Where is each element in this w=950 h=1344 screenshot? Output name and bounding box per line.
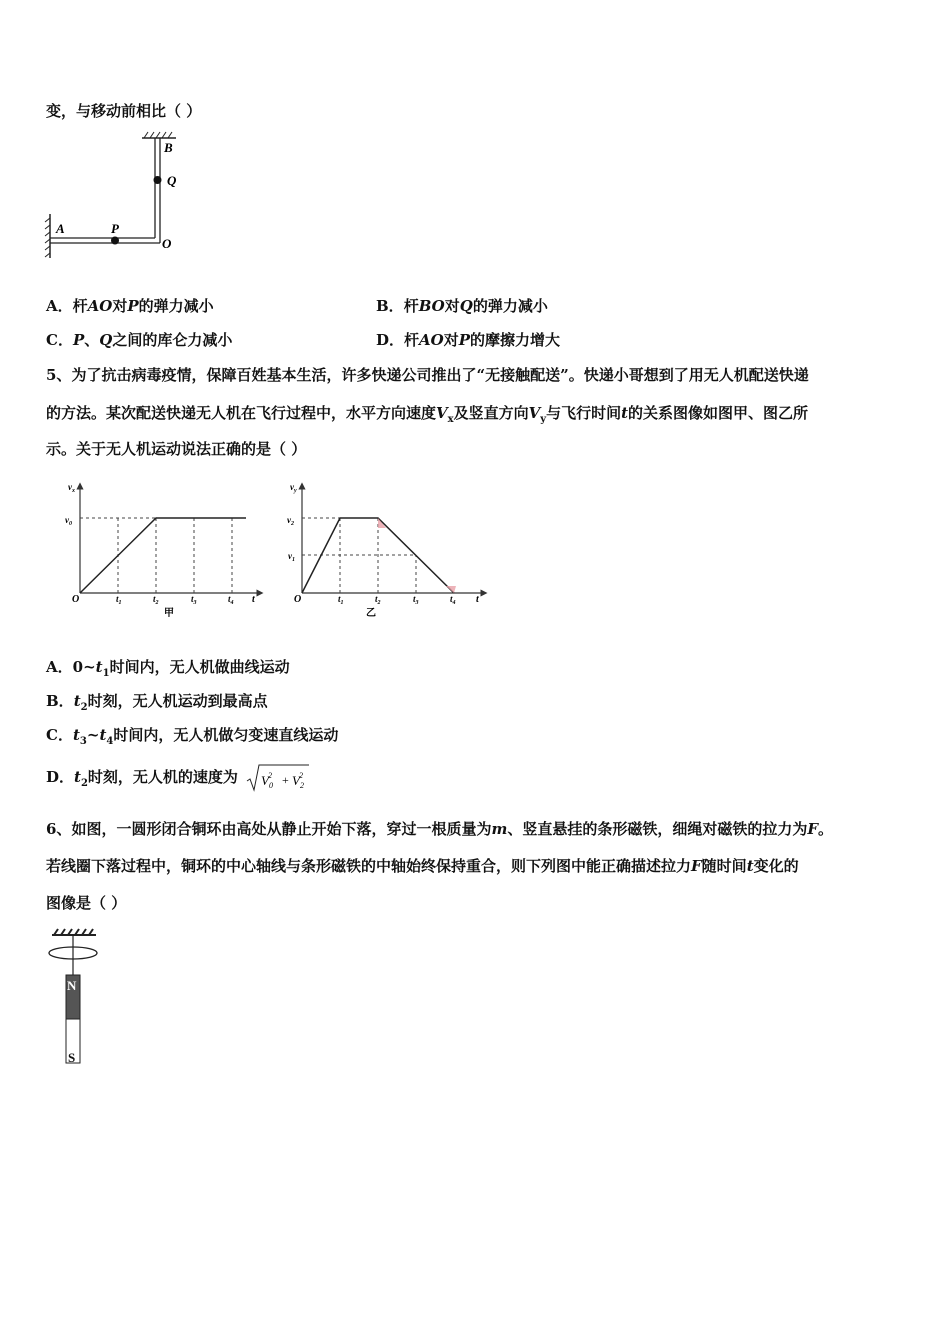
magnet-n-label: N xyxy=(67,978,77,993)
q4-stem-tail: 变，与移动前相比（ ） xyxy=(46,102,202,120)
yi-tick-t3: $t_3$ xyxy=(413,594,419,606)
jia-tick-t2: $t_2$ xyxy=(153,594,159,606)
jia-origin: O xyxy=(72,594,80,605)
svg-text:V02: $V_02$ xyxy=(261,771,274,790)
q5-stem-line2: 的方法。某次配送快递无人机在飞行过程中，水平方向速度$V_x$及竖直方向$V_y$与飞行时间t的关系图像如图甲、图乙所 xyxy=(46,404,809,425)
q6-magnet-figure xyxy=(44,925,104,1070)
q4-option-d[interactable]: D．杆AO对P的摩擦力增大 xyxy=(376,331,561,349)
q6-stem-line2: 若线圈下落过程中，铜环的中心轴线与条形磁铁的中轴始终保持重合，则下列图中能正确描述拉力F随时间t变化的 xyxy=(46,857,799,875)
yi-y-label: $v_y$ xyxy=(290,482,297,494)
jia-tick-t1: $t_1$ xyxy=(116,594,122,606)
yi-tick-t2: $t_2$ xyxy=(375,594,381,606)
charge-p xyxy=(111,237,119,245)
label-o: O xyxy=(162,236,172,251)
yi-x-label: t xyxy=(476,594,479,605)
yi-tick-t1: $t_1$ xyxy=(338,594,344,606)
q4-option-a[interactable]: A．杆AO对P的弹力减小 xyxy=(46,297,214,315)
svg-text:V22: $V_22$ xyxy=(292,771,305,790)
jia-caption: 甲 xyxy=(164,608,174,618)
svg-text:+: + xyxy=(282,773,289,787)
q4-rod-figure xyxy=(40,130,190,265)
yi-tick-t4: $t_4$ xyxy=(450,594,456,606)
label-p: P xyxy=(111,221,119,236)
jia-tick-t4: $t_4$ xyxy=(228,594,234,606)
q5-option-d[interactable]: D．$t_2$时刻，无人机的速度为 $V_02$ + $V_22$ xyxy=(46,763,311,793)
yi-v1-label: $v_1$ xyxy=(288,551,295,563)
jia-y-label: $v_x$ xyxy=(68,482,75,494)
q4-option-b[interactable]: B．杆BO对Q的弹力减小 xyxy=(376,297,548,315)
sqrt-formula xyxy=(245,763,311,793)
jia-v0-label: $v_0$ xyxy=(65,515,72,527)
label-b: B xyxy=(164,140,173,155)
q5-stem-line3: 示。关于无人机运动说法正确的是（ ） xyxy=(46,440,307,458)
yi-red-mark-2 xyxy=(446,586,456,593)
magnet-s-label: S xyxy=(68,1050,76,1065)
yi-origin: O xyxy=(294,594,302,605)
yi-v2-label: $v_2$ xyxy=(287,515,294,527)
q5-graph-jia xyxy=(60,478,270,618)
jia-tick-t3: $t_3$ xyxy=(191,594,197,606)
q5-graph-yi xyxy=(282,478,497,618)
jia-x-label: t xyxy=(252,594,255,605)
q4-option-c[interactable]: C．P、Q之间的库仑力减小 xyxy=(46,331,233,349)
q5-option-b[interactable]: B．$t_2$时刻，无人机运动到最高点 xyxy=(46,692,268,713)
q5-option-c[interactable]: C．$t_3\sim t_4$时间内，无人机做匀变速直线运动 xyxy=(46,726,339,747)
label-a: A xyxy=(56,221,65,236)
label-q: Q xyxy=(167,173,177,188)
charge-q xyxy=(154,176,162,184)
q5-stem-line1: 5、为了抗击病毒疫情，保障百姓基本生活，许多快递公司推出了“无接触配送”。快递小哥想到了用无人机配送快递 xyxy=(46,366,809,384)
jia-vx-curve xyxy=(80,518,246,593)
q5-option-a[interactable]: A．$0\sim t_1$时间内，无人机做曲线运动 xyxy=(46,658,290,679)
q6-stem-line1: 6、如图，一圆形闭合铜环由高处从静止开始下落，穿过一根质量为m、竖直悬挂的条形磁铁，细绳对磁铁的拉力为F。 xyxy=(46,820,834,838)
yi-caption: 乙 xyxy=(366,608,376,618)
q6-stem-line3: 图像是（ ） xyxy=(46,894,127,912)
